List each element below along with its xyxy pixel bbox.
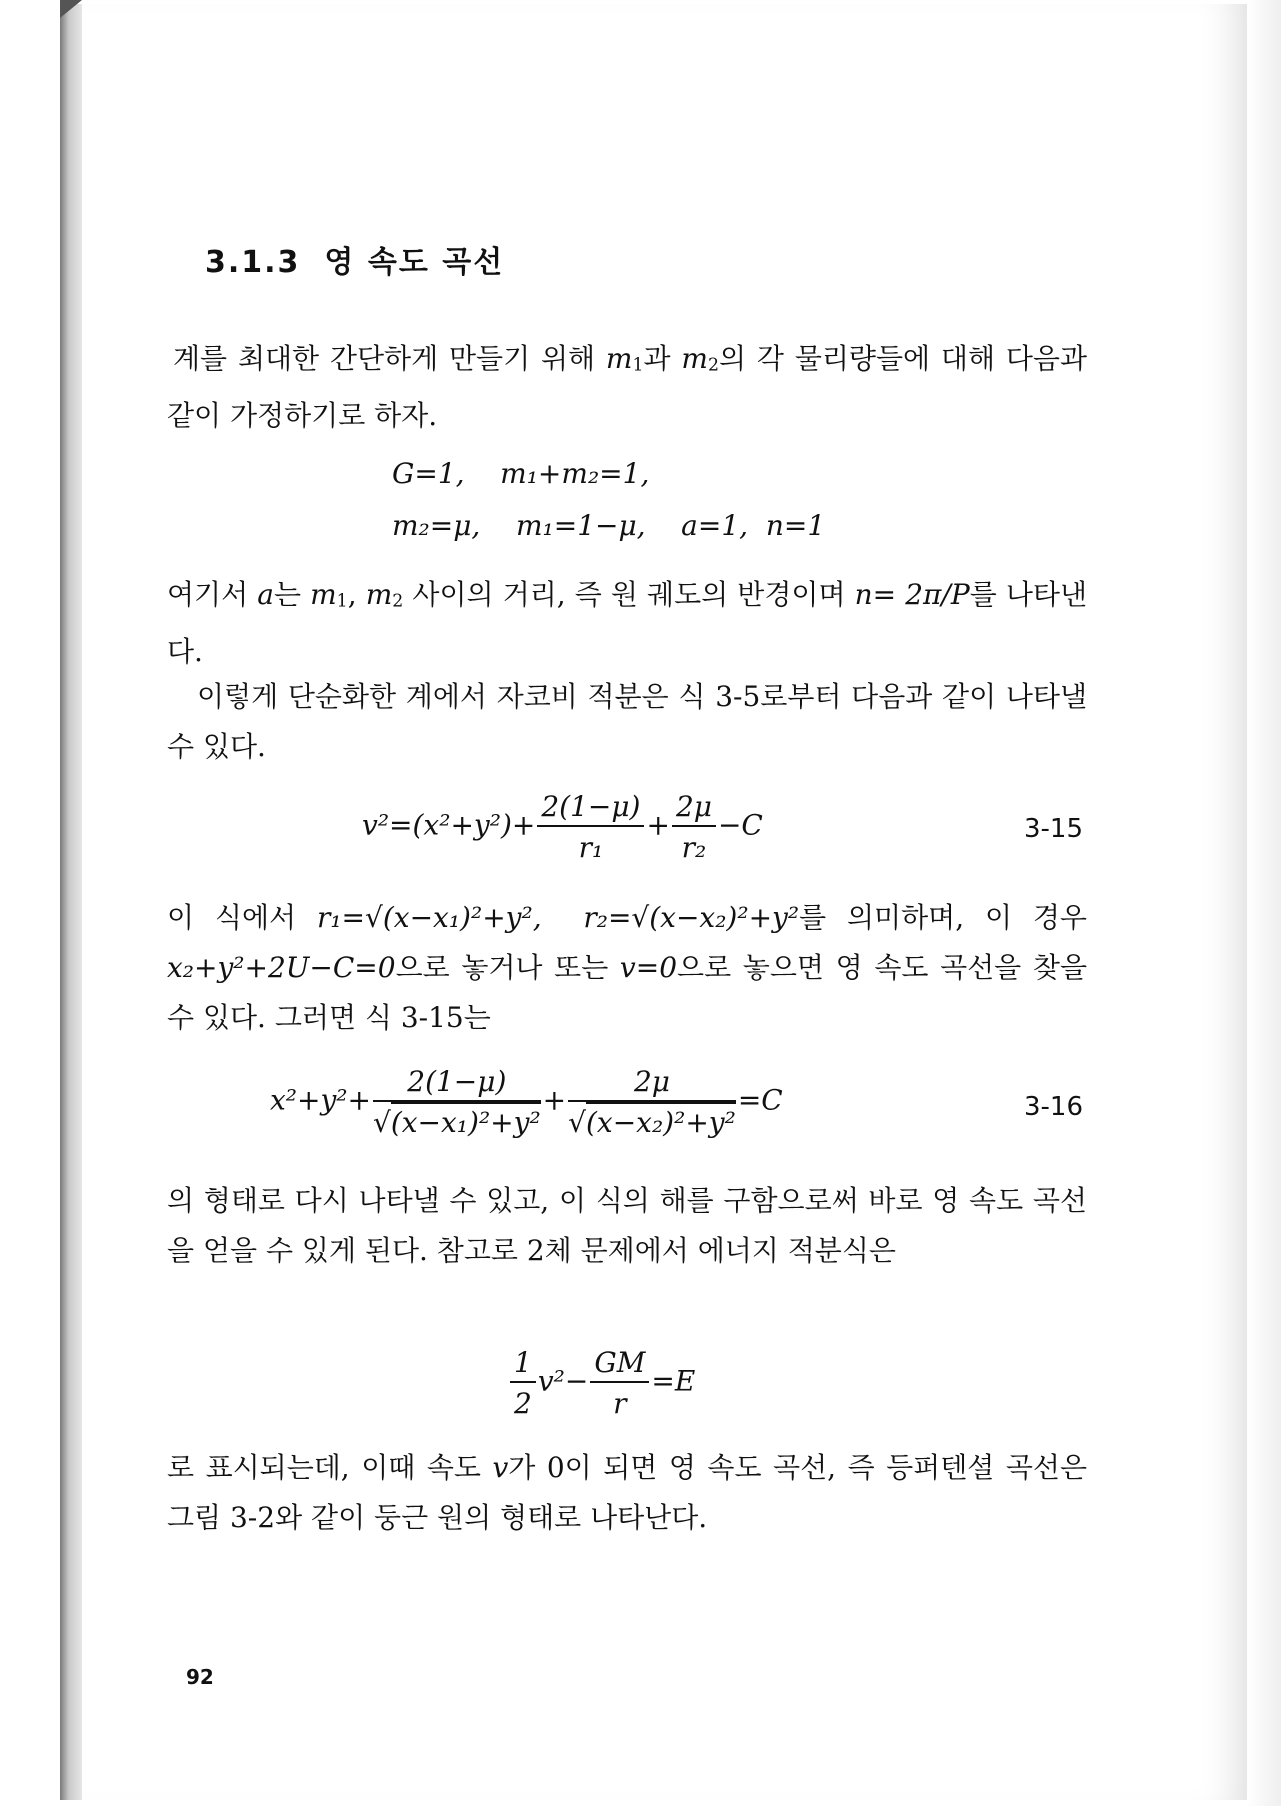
- page-edge-shadow: [1247, 0, 1281, 1806]
- fraction: $\frac{2\mu}{\text{√(x−x₂)²+y²}}$: [568, 1065, 736, 1139]
- paragraph-2: 여기서 a는 $m_1$, $m_2$ 사이의 거리, 즉 원 궤도의 반경이며 n= 2π/P를 나타낸다.: [167, 578, 1087, 668]
- paragraph-5: 의 형태로 다시 나타낼 수 있고, 이 식의 해를 구함으로써 바로 영 속도 곡선을 얻을 수 있게 된다. 참고로 2체 문제에서 에너지 적분식은: [167, 1184, 1087, 1267]
- paragraph-1: 계를 최대한 간단하게 만들기 위해 $m_1$과 $m_2$의 각 물리량들에 대해 다음과 같이 가정하기로 하자.: [167, 342, 1087, 432]
- assumption-line-2: m₂=μ, m₁=1−μ, a=1, n=1: [392, 509, 826, 542]
- assumption-line-1: G=1, m₁+m₂=1,: [392, 457, 650, 490]
- page-number: 92: [186, 1665, 214, 1689]
- fraction: $\frac{2(1-\mu)}{\text{√(x−x₁)²+y²}}$: [372, 1065, 541, 1139]
- section-heading: [205, 237, 504, 281]
- paragraph-6: 로 표시되는데, 이때 속도 v가 0이 되면 영 속도 곡선, 즉 등퍼텐셜 곡선은 그림 3-2와 같이 둥근 원의 형태로 나타난다.: [167, 1451, 1087, 1534]
- page-corner: [60, 0, 82, 18]
- fraction: $\frac{2\mu}{\text{r₂}}$: [672, 790, 716, 864]
- paragraph-3: 이렇게 단순화한 계에서 자코비 적분은 식 3-5로부터 다음과 같이 나타낼 수 있다.: [167, 680, 1087, 763]
- fraction: $\frac{1}{2}$: [510, 1346, 536, 1420]
- equation-3-16: x²+y²+ $\frac{2(1-\mu)}{\text{√(x−x₁)²+y²}}$ + $\frac{2\mu}{\text{√(x−x₂)²+y²}}$ =C: [270, 1065, 783, 1139]
- section-number: 3.1.3: [205, 245, 301, 280]
- equation-3-15: v²=(x²+y²)+ $\frac{2(1-\mu)}{\text{r₁}}$ + $\frac{2\mu}{\text{r₂}}$ −C: [362, 790, 763, 864]
- equation-energy: $\frac{1}{2}$ v²− $\frac{GM}{r}$ =E: [508, 1346, 695, 1420]
- fraction: $\frac{2(1-\mu)}{\text{r₁}}$: [537, 790, 644, 864]
- equation-number: 3-15: [1024, 814, 1084, 844]
- section-title: 영 속도 곡선: [324, 245, 505, 280]
- equation-number: 3-16: [1024, 1092, 1084, 1122]
- fraction: $\frac{GM}{r}$: [590, 1346, 649, 1420]
- book-spine: [60, 4, 82, 1800]
- paragraph-4: 이 식에서 r₁=√(x−x₁)²+y², r₂=√(x−x₂)²+y²를 의미하며, 이 경우 x₂+y²+2U−C=0으로 놓거나 또는 v=0으로 놓으면 영 속도 곡선을 찾을 수 있다. 그러면 식 3-15는: [167, 901, 1087, 1034]
